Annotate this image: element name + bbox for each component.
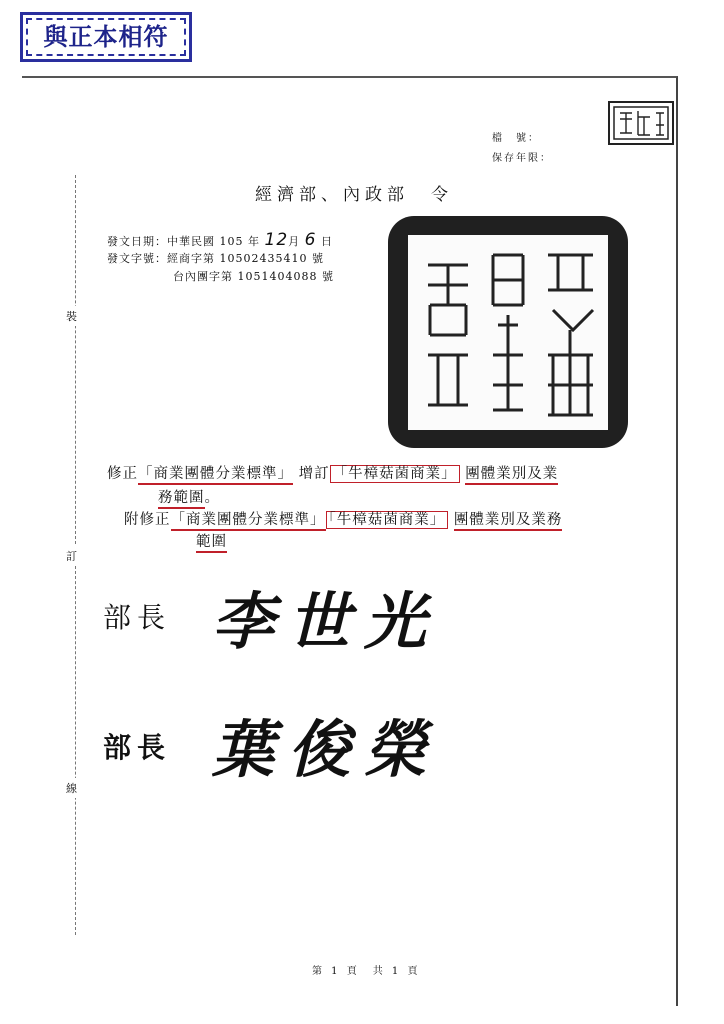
text-industry-name: 「牛樟菇菌商業」 xyxy=(330,465,460,483)
text-amend: 修正 xyxy=(107,466,138,482)
official-seal-face xyxy=(408,235,608,430)
order-text-line-1 xyxy=(107,462,558,483)
minister-label-1: 部長 xyxy=(103,601,172,634)
reference-number-1: 經商字第 10502435410 號 xyxy=(167,252,324,265)
order-text-line-3 xyxy=(124,508,562,529)
document-title: 經濟部、內政部 令 xyxy=(255,185,453,205)
file-number-label: 檔 號： xyxy=(492,133,540,144)
text-attached-amend: 附修正 xyxy=(124,512,171,528)
month-unit: 月 xyxy=(288,235,301,248)
minister-signature-2: 葉俊榮 xyxy=(212,713,441,786)
issue-date-label: 發文日期： xyxy=(107,235,167,248)
text-category-scope-2: 團體業別及業務 xyxy=(454,512,563,531)
text-standard-title: 「商業團體分業標準」 xyxy=(138,466,293,485)
day-unit: 日 xyxy=(320,235,333,248)
minister-signature-1: 李世光 xyxy=(212,585,441,658)
reference-row xyxy=(107,250,324,266)
retention-label: 保存年限： xyxy=(492,153,552,164)
text-category-scope: 團體業別及業 xyxy=(465,466,558,485)
order-text-line-4 xyxy=(196,530,227,551)
small-seal-glyph xyxy=(612,105,670,141)
text-standard-title-2: 「商業團體分業標準」 xyxy=(171,512,326,531)
text-period: 。 xyxy=(204,490,220,506)
issue-day: 6 xyxy=(304,230,317,250)
text-industry-name-2: 「牛樟菇菌商業」 xyxy=(326,511,449,529)
binding-mark-2: 訂 xyxy=(66,546,77,566)
issue-date-row xyxy=(107,230,333,250)
official-seal xyxy=(388,216,628,448)
page-footer: 第 1 頁 共 1 頁 xyxy=(312,966,421,977)
small-seal xyxy=(608,101,674,145)
minister-label-2: 部長 xyxy=(103,731,172,764)
binding-mark-3: 線 xyxy=(66,778,77,798)
binding-mark-1: 裝 xyxy=(66,306,77,326)
true-copy-stamp: 與正本相符 xyxy=(20,12,192,62)
text-scope-end-2: 範圍 xyxy=(196,534,227,553)
text-scope-end: 務範圍 xyxy=(158,490,205,509)
text-add: 增訂 xyxy=(298,466,330,482)
order-text-line-2 xyxy=(158,486,220,507)
official-seal-glyphs xyxy=(408,235,608,430)
reference-label: 發文字號： xyxy=(107,252,167,265)
issue-date-value: 中華民國 105 年 xyxy=(167,235,260,248)
issue-month: 12 xyxy=(264,230,289,250)
reference-number-2: 台內團字第 1051404088 號 xyxy=(173,270,334,283)
